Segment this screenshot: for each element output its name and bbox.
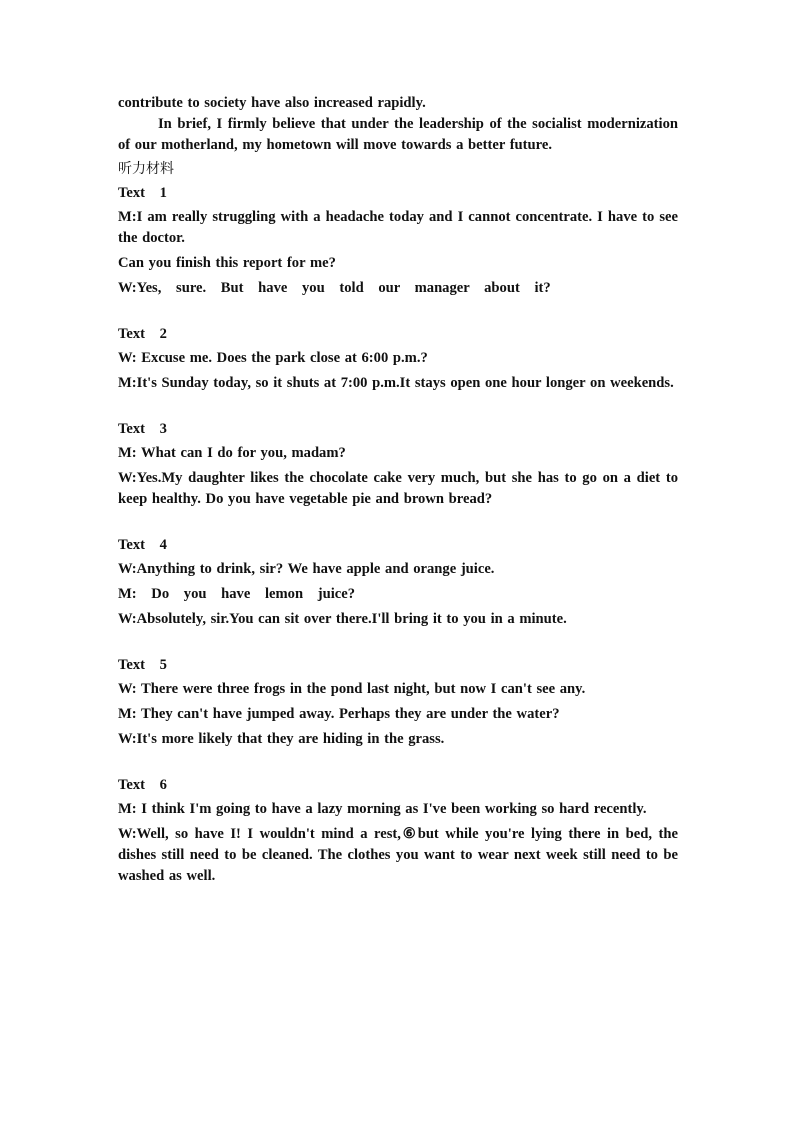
dialogue-line: W:Yes.My daughter likes the chocolate cake very much, but she has to go on a diet to keep healthy. Do you have vegetable pie and brown bread? — [118, 470, 678, 507]
text-section-5 — [118, 655, 678, 750]
text-section-2 — [118, 324, 678, 394]
text-label: Text 5 — [118, 657, 167, 673]
text-label: Text 6 — [118, 777, 167, 793]
dialogue-line: M: They can't have jumped away. Perhaps they are under the water? — [118, 706, 560, 722]
essay-line: contribute to society have also increased rapidly. — [118, 95, 426, 111]
dialogue-line: W:Yes, sure. But have you told our manager about it? — [118, 280, 551, 296]
text-label: Text 4 — [118, 537, 167, 553]
dialogue-line: W: Excuse me. Does the park close at 6:00 p.m.? — [118, 350, 428, 366]
text-section-4 — [118, 535, 678, 630]
dialogue-line: Can you finish this report for me? — [118, 255, 336, 271]
dialogue-line: M: Do you have lemon juice? — [118, 586, 355, 602]
document-body — [118, 93, 678, 887]
listening-heading: 听力材料 — [118, 161, 174, 177]
text-label: Text 1 — [118, 185, 167, 201]
text-section-3 — [118, 419, 678, 510]
dialogue-line: M:I am really struggling with a headache today and I cannot concentrate. I have to see the doctor. — [118, 209, 678, 246]
text-section-1 — [118, 183, 678, 299]
essay-conclusion: In brief, I firmly believe that under the leadership of the socialist modernization of our motherland, my hometown will move towards a better future. — [118, 116, 678, 153]
dialogue-line: W:Anything to drink, sir? We have apple and orange juice. — [118, 561, 495, 577]
dialogue-line: M:It's Sunday today, so it shuts at 7:00 p.m.It stays open one hour longer on weekends. — [118, 375, 674, 391]
text-label: Text 3 — [118, 421, 167, 437]
dialogue-line: M: What can I do for you, madam? — [118, 445, 346, 461]
dialogue-line: W:It's more likely that they are hiding in the grass. — [118, 731, 445, 747]
text-label: Text 2 — [118, 326, 167, 342]
dialogue-line: W: There were three frogs in the pond last night, but now I can't see any. — [118, 681, 586, 697]
dialogue-line: W:Absolutely, sir.You can sit over there.I'll bring it to you in a minute. — [118, 611, 567, 627]
dialogue-line: W:Well, so have I! I wouldn't mind a rest,⑥but while you're lying there in bed, the dishes still need to be cleaned. The clothes you want to wear next week still need to be washed as well. — [118, 826, 678, 884]
text-section-6 — [118, 775, 678, 887]
dialogue-line: M: I think I'm going to have a lazy morning as I've been working so hard recently. — [118, 801, 647, 817]
